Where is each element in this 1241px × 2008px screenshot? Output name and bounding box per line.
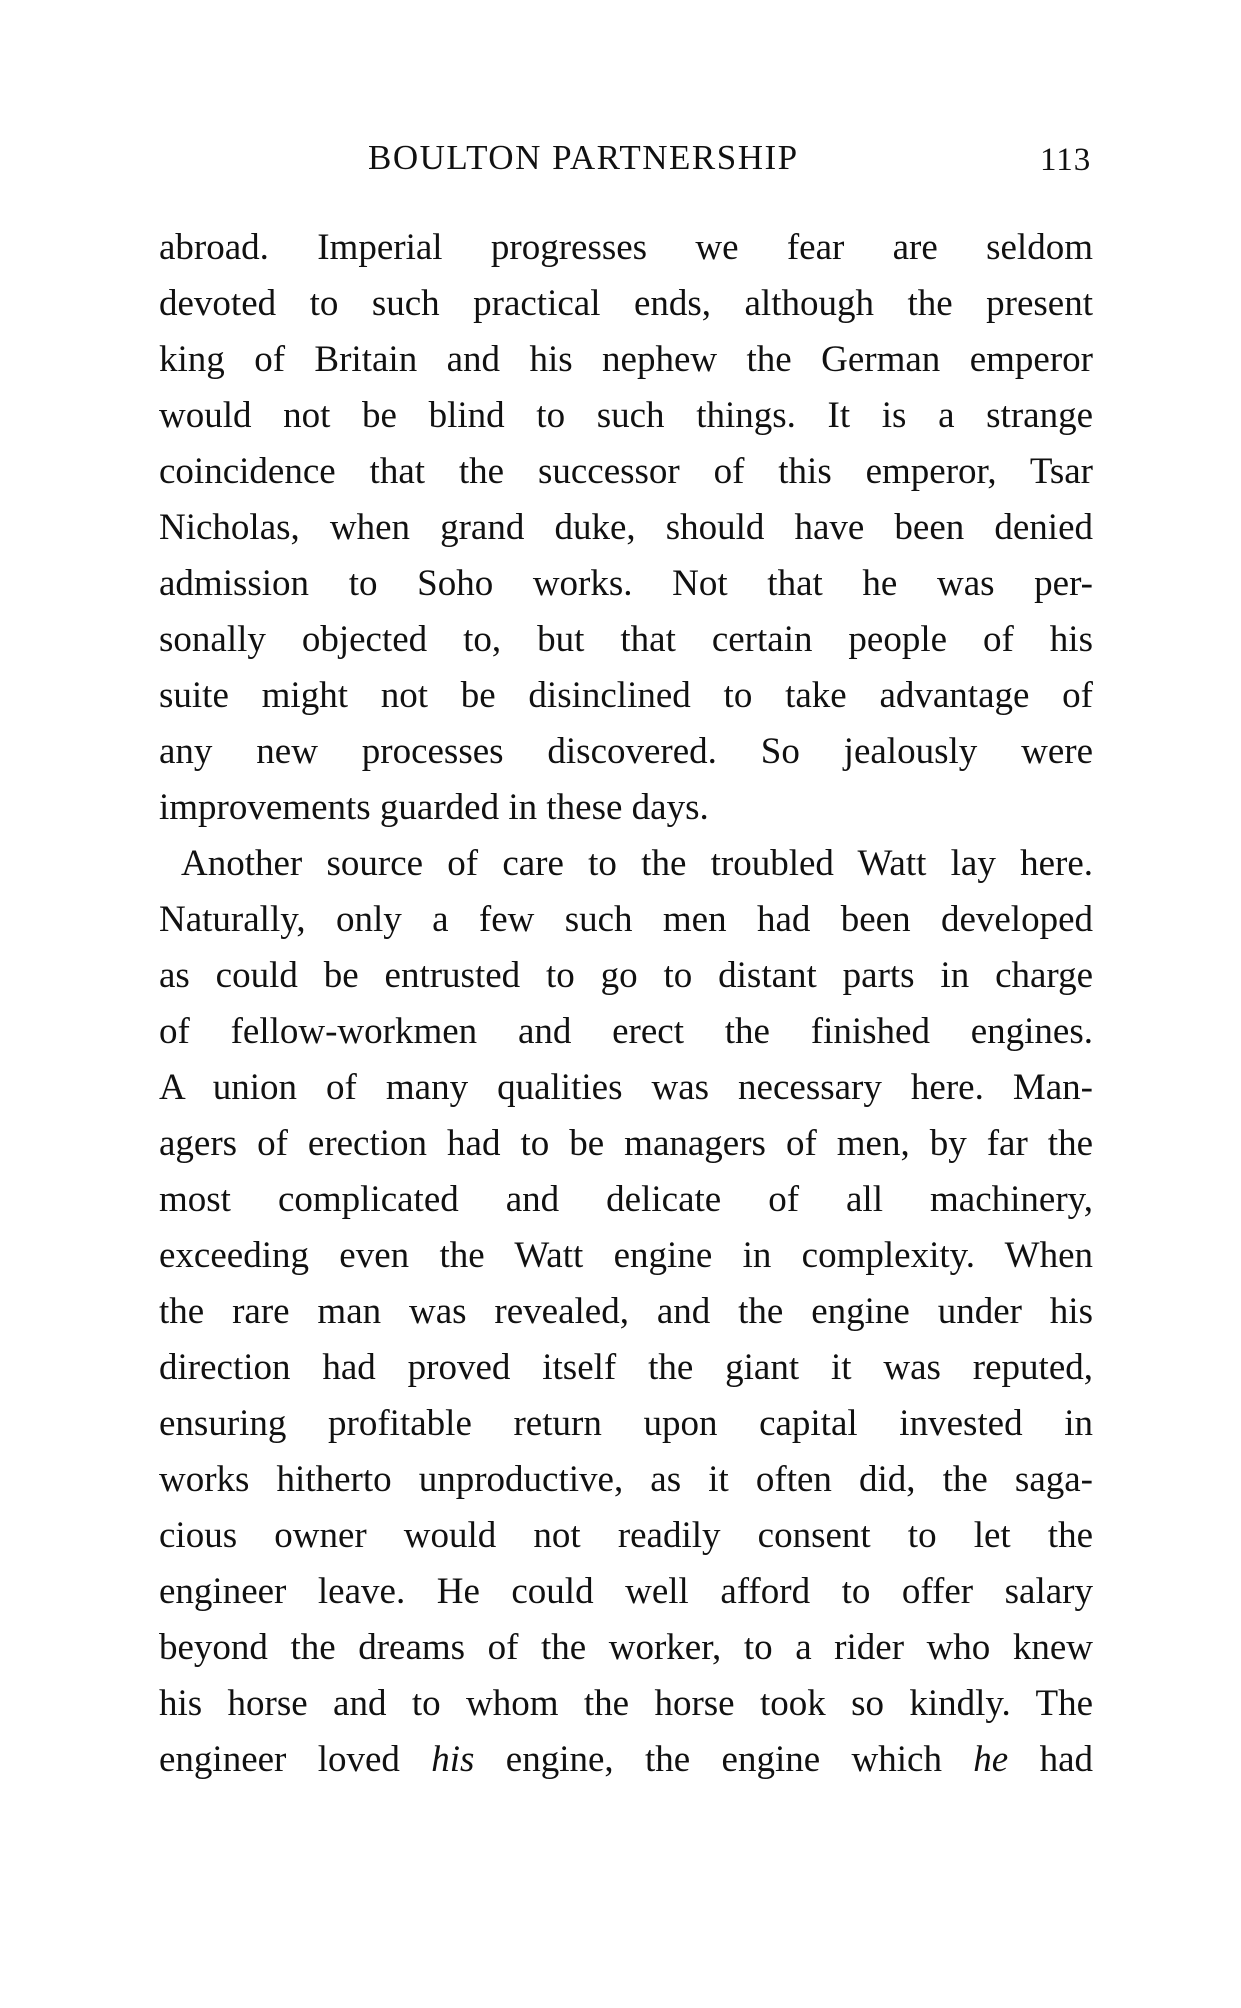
text-line: his horse and to whom the horse took so kindly. The xyxy=(159,1683,1093,1724)
text-line: works hitherto unproductive, as it often did, the saga- xyxy=(159,1459,1093,1500)
text-line: as could be entrusted to go to distant parts in charge xyxy=(159,955,1093,996)
text-line: Nicholas, when grand duke, should have been denied xyxy=(159,507,1093,548)
text-line: cious owner would not readily consent to let the xyxy=(159,1515,1093,1556)
text-line: of fellow-workmen and erect the finished engines. xyxy=(159,1011,1093,1052)
text-segment: had xyxy=(1008,1739,1093,1780)
text-line: admission to Soho works. Not that he was per- xyxy=(159,563,1093,604)
text-line: direction had proved itself the giant it was reputed, xyxy=(159,1347,1093,1388)
italic-word: his xyxy=(431,1739,475,1780)
body-text xyxy=(159,220,1093,1788)
text-line: the rare man was revealed, and the engine under his xyxy=(159,1291,1093,1332)
text-line: agers of erection had to be managers of men, by far the xyxy=(159,1123,1093,1164)
text-line: most complicated and delicate of all machinery, xyxy=(159,1179,1093,1220)
text-line: engineer leave. He could well afford to offer salary xyxy=(159,1571,1093,1612)
text-line: king of Britain and his nephew the German emperor xyxy=(159,339,1093,380)
running-head: BOULTON PARTNERSHIP xyxy=(368,138,799,177)
text-line: suite might not be disinclined to take advantage of xyxy=(159,675,1093,716)
page-header xyxy=(0,138,1241,188)
text-line: any new processes discovered. So jealously were xyxy=(159,731,1093,772)
text-line: would not be blind to such things. It is a strange xyxy=(159,395,1093,436)
text-line: beyond the dreams of the worker, to a rider who knew xyxy=(159,1627,1093,1668)
italic-word: he xyxy=(973,1739,1009,1780)
text-segment: engineer loved xyxy=(159,1739,432,1780)
text-line: Naturally, only a few such men had been developed xyxy=(159,899,1093,940)
text-line: improvements guarded in these days. xyxy=(159,787,709,828)
text-line: exceeding even the Watt engine in complexity. When xyxy=(159,1235,1093,1276)
text-line: ensuring profitable return upon capital invested in xyxy=(159,1403,1093,1444)
paragraph-start-line: Another source of care to the troubled Watt lay here. xyxy=(181,843,1093,884)
text-line: sonally objected to, but that certain people of his xyxy=(159,619,1093,660)
page-number: 113 xyxy=(1040,142,1092,178)
text-line-last xyxy=(159,1732,1093,1788)
text-segment: engine, the engine which xyxy=(474,1739,974,1780)
text-line: devoted to such practical ends, although the present xyxy=(159,283,1093,324)
text-line: coincidence that the successor of this emperor, Tsar xyxy=(159,451,1093,492)
text-line: abroad. Imperial progresses we fear are seldom xyxy=(159,227,1093,268)
text-line: A union of many qualities was necessary here. Man- xyxy=(159,1067,1093,1108)
